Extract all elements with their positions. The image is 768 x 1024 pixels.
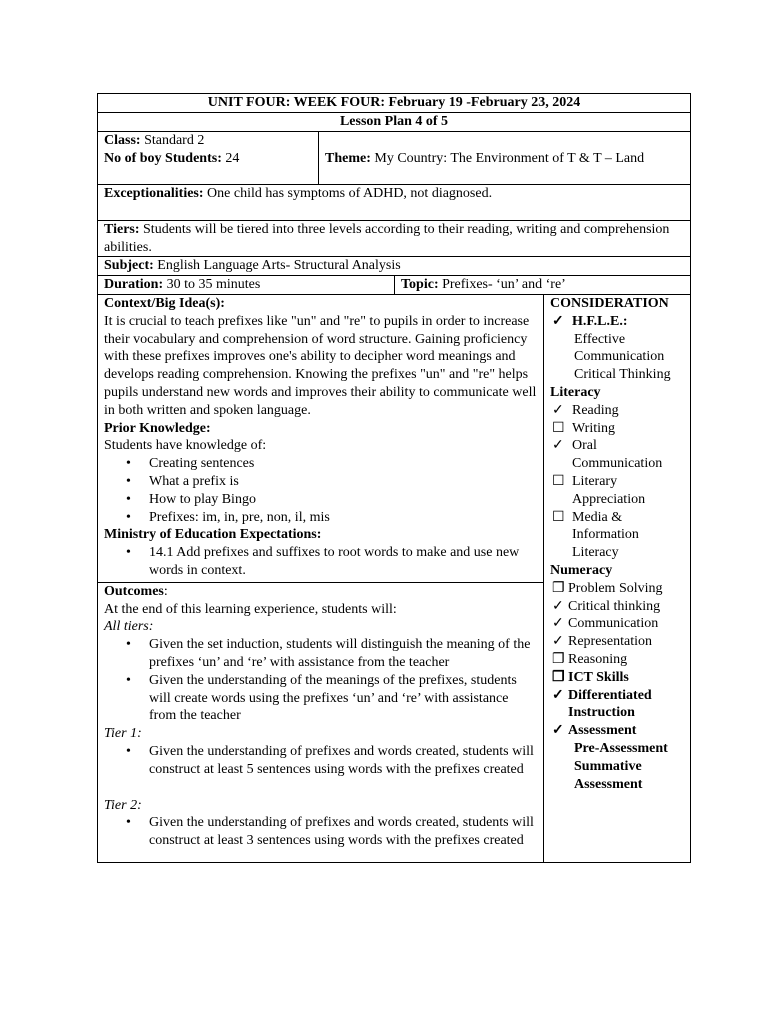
check-icon: ✓ [552,402,564,418]
numeracy-item: ✓ Communication [552,616,659,632]
numeracy-item: ✓ Critical thinking [552,598,661,614]
subject-value: English Language Arts- Structural Analysis [153,258,401,273]
numeracy-item: ✓ Representation [552,634,652,650]
check-icon: ✓ [552,687,564,703]
hfle-item [550,313,686,331]
hfle-label: H.F.L.E.: [572,313,628,329]
assessment-item: ✓ Assessment [552,723,637,739]
list-item: • Given the set induction, students will distinguish the meaning of the prefixes ‘un’ and ‘re’ with assistance from the teacher [104,636,537,672]
theme-cell [319,132,690,184]
check-icon: ✓ [552,616,564,632]
checkbox-icon: ☐ [552,509,565,525]
duration-cell [98,276,395,294]
lesson-plan-document [97,93,691,863]
ministry-heading: Ministry of Education Expectations: [104,527,322,543]
hfle-sub-item: Critical Thinking [574,367,671,383]
list-item: • Given the understanding of prefixes and words created, students will construct at least 3 sentences using words with the prefixes created [104,814,537,850]
tier1-label: Tier 1: [104,726,142,742]
boys-label: No of boy Students: [104,150,222,166]
tier2-label: Tier 2: [104,797,142,813]
hfle-sub-item: Effective [574,331,626,347]
class-value: Standard 2 [140,133,205,148]
outcomes-heading: Outcomes [104,583,164,599]
prior-knowledge-heading: Prior Knowledge: [104,420,211,436]
checkbox-icon: ☐ [552,473,565,489]
class-label: Class: [104,133,141,148]
checkbox-icon: ❐ [552,669,565,685]
checkbox-icon: ☐ [552,420,565,436]
theme-value: My Country: The Environment of T & T – Land [370,151,645,166]
duration-topic-row [98,276,690,295]
check-icon: ✓ [552,313,564,329]
duration-label: Duration: [104,277,164,292]
tiers-label: Tiers: [104,222,140,237]
numeracy-item: ❐ Reasoning [552,651,628,667]
unit-title: UNIT FOUR: WEEK FOUR: February 19 -February 23, 2024 [98,94,690,113]
tier2-list [104,814,537,850]
tiers-value: Students will be tiered into three levels according to their reading, writing and comprehension abilities. [104,222,670,255]
consideration-column [544,295,690,862]
check-icon: ✓ [552,723,564,739]
prior-knowledge-intro: Students have knowledge of: [104,438,267,454]
literacy-item: ✓ Oral Communication [552,438,663,472]
all-tiers-label: All tiers: [104,619,154,635]
literacy-item: ☐ Literary Appreciation [552,473,646,507]
theme-label: Theme: [325,151,371,166]
checkbox-icon: ❐ [552,580,565,596]
assessment-sub-item: Summative Assessment [574,758,643,792]
prior-knowledge-list [104,455,537,526]
all-tiers-list [104,636,537,725]
list-item: • How to play Bingo [104,491,537,509]
hfle-sub-item: Communication [574,349,665,365]
numeracy-heading: Numeracy [550,562,613,578]
list-item: • Prefixes: im, in, pre, non, il, mis [104,509,537,527]
context-heading: Context/Big Idea(s): [104,296,225,311]
subject-label: Subject: [104,258,154,273]
checkbox-icon: ❐ [552,651,565,667]
assessment-sub-item: Pre-Assessment [574,740,668,756]
topic-label: Topic: [401,277,439,292]
context-text: It is crucial to teach prefixes like "un" and "re" to pupils in order to increase their vocabulary and comprehension of word structure. Gaining proficiency with these prefixes improves one's ability to decipher word meanings and develops reading comprehension. Knowing the prefixes "un" and "re" helps pupils understand new words and improves their ability to communicate well in both written and spoken language. [104,313,537,418]
left-column [98,295,544,862]
tiers-row [98,221,690,257]
outcomes-section [98,582,543,862]
class-cell [98,132,319,184]
exceptionalities-label: Exceptionalities: [104,186,204,201]
list-item: • Creating sentences [104,455,537,473]
context-section [98,295,543,582]
topic-cell [395,276,690,294]
class-theme-row [98,132,690,185]
list-item: • 14.1 Add prefixes and suffixes to root words to make and use new words in context. [104,544,537,580]
duration-value: 30 to 35 minutes [163,277,261,292]
literacy-heading: Literacy [550,384,601,400]
ict-skills-item: ❐ ICT Skills [552,669,629,685]
list-item: • What a prefix is [104,473,537,491]
lesson-plan-number: Lesson Plan 4 of 5 [98,113,690,132]
check-icon: ✓ [552,598,564,614]
differentiated-instruction-item: ✓ Differentiated Instruction [552,687,652,721]
literacy-item: ✓ Reading [552,402,619,418]
main-section [98,295,690,862]
list-item: • Given the understanding of prefixes and words created, students will construct at least 5 sentences using words with the prefixes created [104,743,537,779]
boys-value: 24 [221,150,240,166]
tier1-list [104,743,537,779]
ministry-list [104,544,537,580]
outcomes-colon: : [163,583,168,599]
numeracy-item: ❐ Problem Solving [552,580,663,596]
list-item: • Given the understanding of the meanings of the prefixes, students will create words using the prefixes ‘un’ and ‘re’ with assistance from the teacher [104,672,537,725]
literacy-item: ☐ Media & Information Literacy [552,509,639,561]
subject-row [98,257,690,276]
consideration-heading: CONSIDERATION [550,296,669,311]
check-icon: ✓ [552,634,564,650]
exceptionalities-row [98,185,690,221]
outcomes-intro: At the end of this learning experience, students will: [104,601,397,617]
exceptionalities-value: One child has symptoms of ADHD, not diagnosed. [203,186,493,201]
literacy-item: ☐ Writing [552,420,615,436]
topic-value: Prefixes- ‘un’ and ‘re’ [438,277,566,292]
check-icon: ✓ [552,438,564,454]
